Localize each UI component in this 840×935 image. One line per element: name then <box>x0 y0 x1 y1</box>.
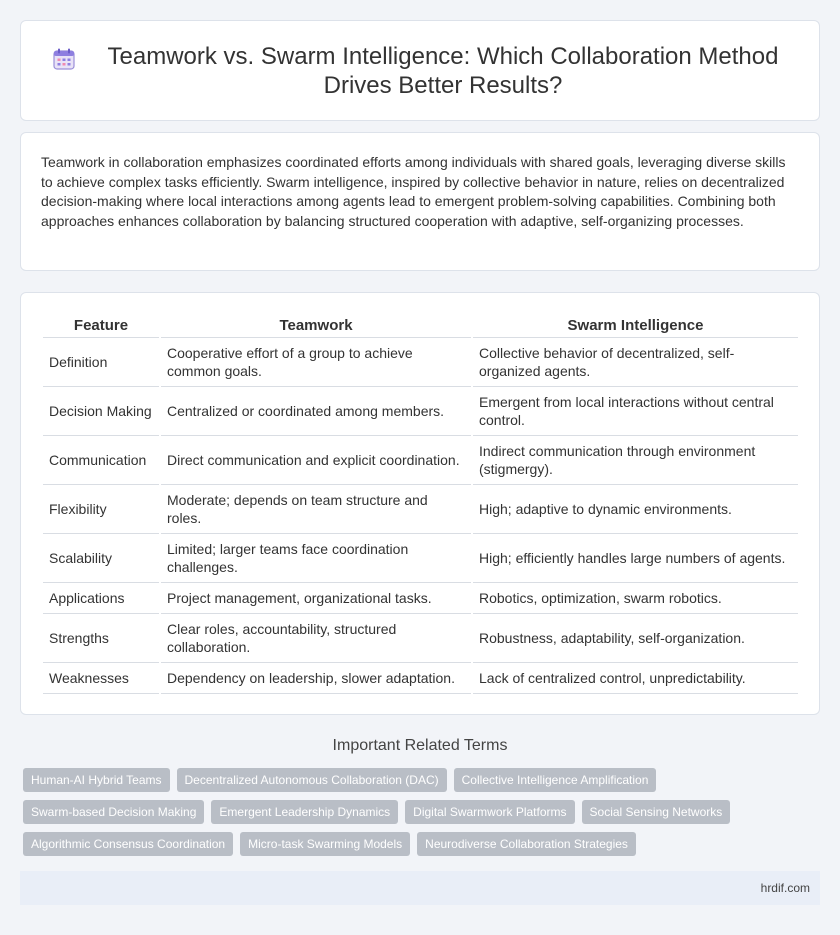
related-tag[interactable]: Collective Intelligence Amplification <box>454 768 657 792</box>
header-teamwork: Teamwork <box>160 315 472 337</box>
table-cell: Collective behavior of decentralized, self-organized agents. <box>472 337 798 386</box>
table-cell: Project management, organizational tasks. <box>160 582 472 613</box>
table-cell: Strengths <box>43 613 160 662</box>
header-swarm-intelligence: Swarm Intelligence <box>472 315 798 337</box>
footer <box>20 871 820 905</box>
related-terms-title: Important Related Terms <box>332 737 508 754</box>
table-row <box>43 533 798 582</box>
related-tag[interactable]: Swarm-based Decision Making <box>23 800 204 824</box>
table-cell: Applications <box>43 582 160 613</box>
table-cell: Clear roles, accountability, structured collaboration. <box>160 613 472 662</box>
related-tag[interactable]: Neurodiverse Collaboration Strategies <box>417 832 636 856</box>
table-row <box>43 613 798 662</box>
table-cell: Robotics, optimization, swarm robotics. <box>472 582 798 613</box>
table-cell: High; efficiently handles large numbers of agents. <box>472 533 798 582</box>
header-feature: Feature <box>43 315 160 337</box>
table-cell: Definition <box>43 337 160 386</box>
table-cell: Lack of centralized control, unpredictability. <box>472 662 798 693</box>
intro-card <box>20 132 820 271</box>
table-cell: Scalability <box>43 533 160 582</box>
related-tag[interactable]: Algorithmic Consensus Coordination <box>23 832 233 856</box>
related-tag[interactable]: Micro-task Swarming Models <box>240 832 410 856</box>
table-row <box>43 662 798 693</box>
related-tag[interactable]: Digital Swarmwork Platforms <box>405 800 574 824</box>
footer-site[interactable]: hrdif.com <box>760 881 810 895</box>
related-tag[interactable]: Human-AI Hybrid Teams <box>23 768 170 792</box>
table-cell: Moderate; depends on team structure and roles. <box>160 484 472 533</box>
calendar-icon <box>51 46 77 72</box>
table-cell: Emergent from local interactions without central control. <box>472 386 798 435</box>
table-row <box>43 484 798 533</box>
table-cell: Cooperative effort of a group to achieve common goals. <box>160 337 472 386</box>
intro-text: Teamwork in collaboration emphasizes coordinated efforts among individuals with shared goals, leveraging diverse skills to achieve complex tasks efficiently. Swarm intelligence, inspired by collective behavior in nature, relies on decentralized decision-making where local interactions among agents lead to emergent problem-solving capabilities. Combining both approaches enhances collaboration by balancing structured cooperation with adaptive, self-organizing processes. <box>41 154 786 229</box>
table-cell: Robustness, adaptability, self-organization. <box>472 613 798 662</box>
table-row <box>43 435 798 484</box>
title-wrap <box>51 42 789 100</box>
tag-row <box>23 800 823 824</box>
table-row <box>43 582 798 613</box>
comparison-table <box>43 315 798 694</box>
tag-row <box>23 832 823 856</box>
related-tag[interactable]: Decentralized Autonomous Collaboration (DAC) <box>177 768 447 792</box>
table-cell: Limited; larger teams face coordination challenges. <box>160 533 472 582</box>
comparison-table-card <box>20 292 820 715</box>
table-row <box>43 337 798 386</box>
tag-row <box>23 768 823 792</box>
related-tag[interactable]: Emergent Leadership Dynamics <box>211 800 398 824</box>
table-cell: Decision Making <box>43 386 160 435</box>
table-cell: Indirect communication through environment (stigmergy). <box>472 435 798 484</box>
table-row <box>43 386 798 435</box>
table-cell: Flexibility <box>43 484 160 533</box>
table-cell: Weaknesses <box>43 662 160 693</box>
related-terms-tags <box>23 768 823 864</box>
table-cell: High; adaptive to dynamic environments. <box>472 484 798 533</box>
page-title: Teamwork vs. Swarm Intelligence: Which Collaboration Method Drives Better Results? <box>107 42 779 99</box>
table-cell: Dependency on leadership, slower adaptation. <box>160 662 472 693</box>
title-card <box>20 20 820 121</box>
table-cell: Direct communication and explicit coordination. <box>160 435 472 484</box>
table-header-row <box>43 315 798 337</box>
related-tag[interactable]: Social Sensing Networks <box>582 800 731 824</box>
table-cell: Centralized or coordinated among members. <box>160 386 472 435</box>
table-cell: Communication <box>43 435 160 484</box>
